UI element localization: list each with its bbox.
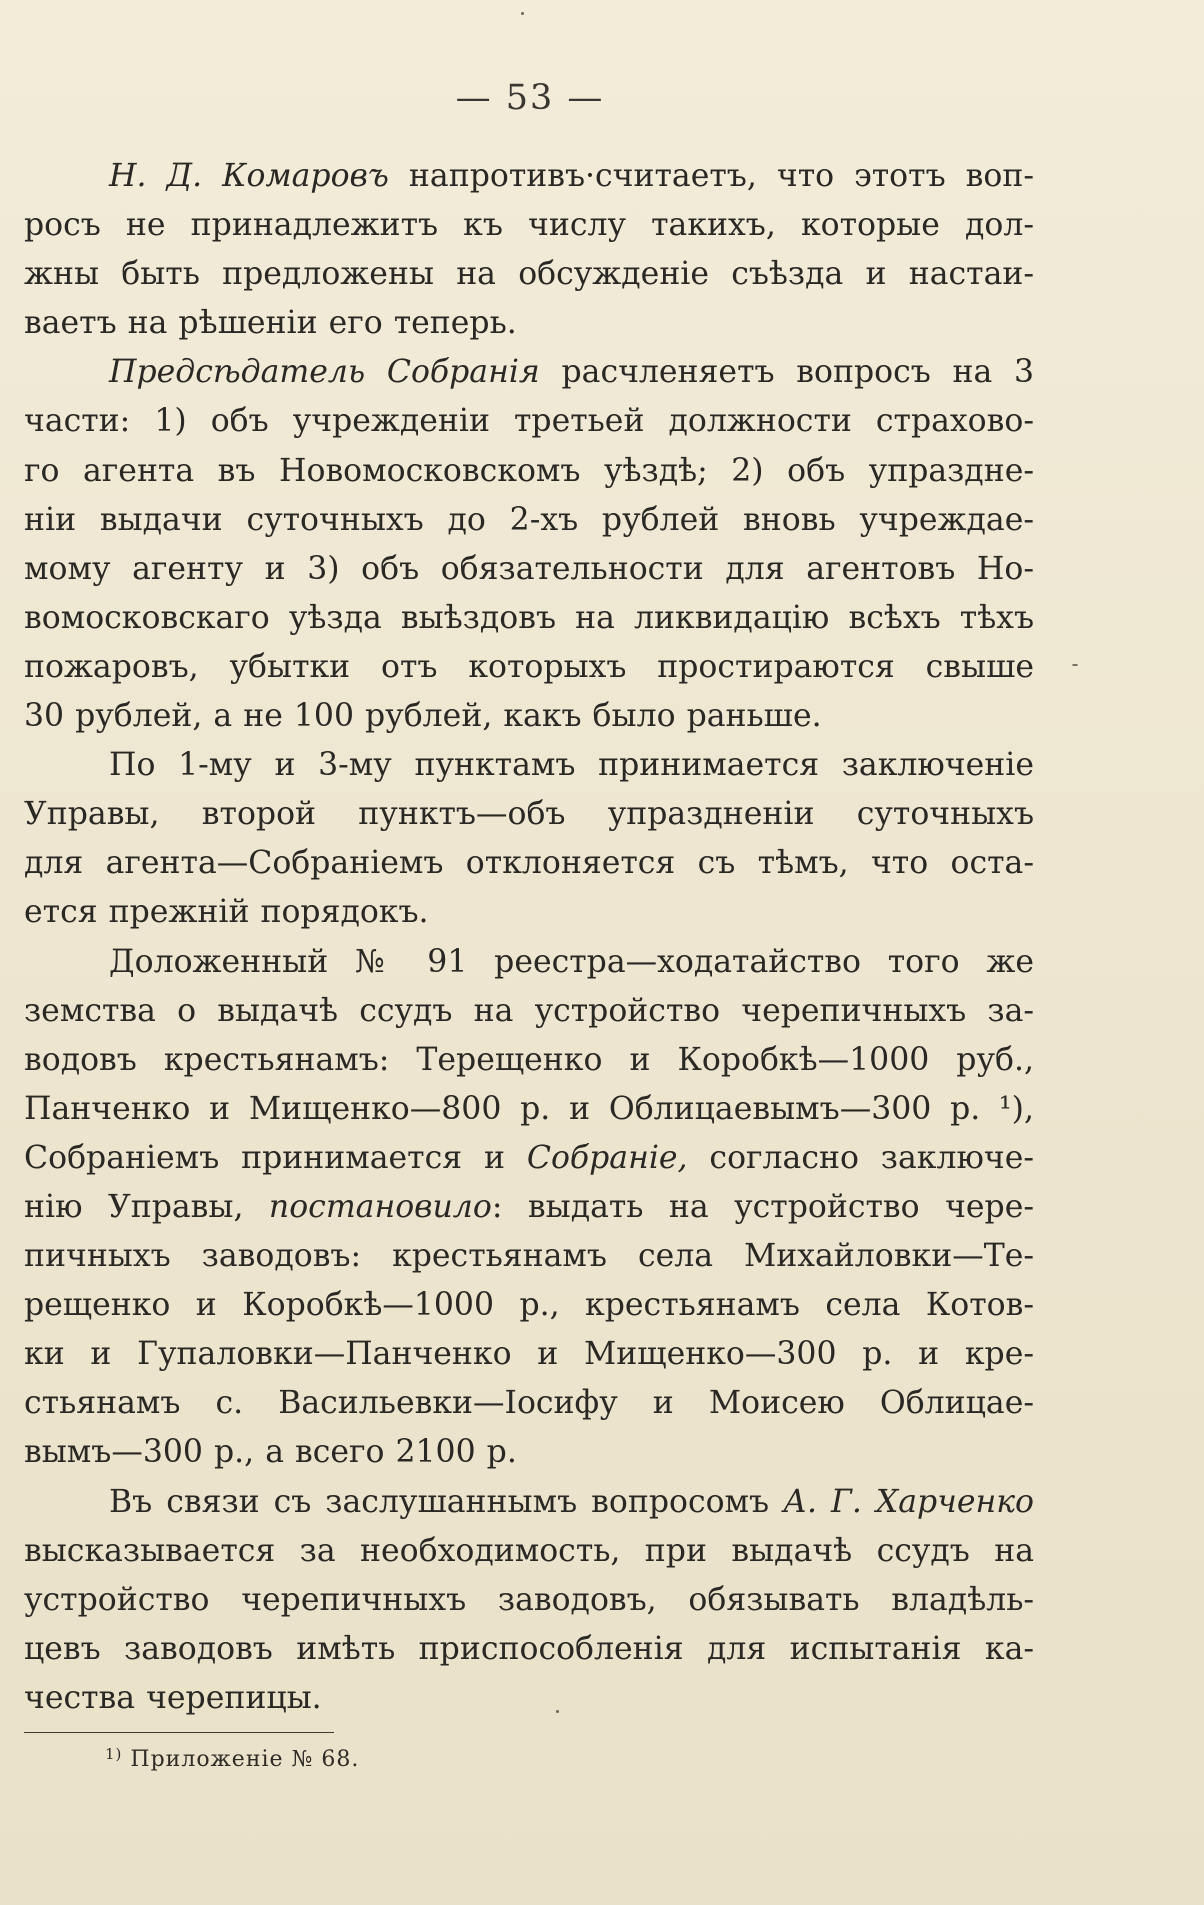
text-segment: Управы, второй пунктъ—объ упраздненіи суточныхъ [24,796,1034,833]
text-line [24,1428,1034,1477]
text-segment: 30 рублей, а не 100 рублей, какъ было раньше. [24,698,822,735]
paper-speck [1072,664,1078,666]
text-segment: расчленяетъ вопросъ на 3 [539,354,1034,391]
text-line [24,1527,1034,1576]
paragraph [24,152,1034,348]
text-segment: части: 1) объ учрежденіи третьей должности страхово- [24,403,1034,440]
text-line [24,1036,1034,1085]
text-line [24,839,1034,888]
text-segment: Въ связи съ заслушаннымъ вопросомъ [109,1483,784,1520]
text-segment: Панченко и Мищенко—800 р. и Облицаевымъ—300 р. ¹), [24,1090,1034,1127]
italic-text: Собраніе, [526,1139,688,1176]
footnote-text: Приложеніе № 68. [130,1747,360,1772]
text-line [24,1478,1034,1527]
italic-text: Предсѣдатель Собранія [109,354,540,391]
footnote-marker: 1) [105,1745,123,1763]
text-segment: росъ не принадлежитъ къ числу такихъ, которые дол- [24,207,1034,244]
footnote [105,1745,359,1772]
text-segment: цевъ заводовъ имѣть приспособленія для испытанія ка- [24,1630,1034,1667]
paragraph [24,348,1034,741]
text-line [24,1330,1034,1379]
text-line [24,348,1034,397]
text-line [24,299,1034,348]
text-segment: чества черепицы. [24,1679,322,1716]
text-segment: вомосковскаго уѣзда выѣздовъ на ликвидацію всѣхъ тѣхъ [24,599,1034,636]
text-line [24,692,1034,741]
italic-text: Н. Д. Комаровъ [109,158,389,194]
text-segment: напротивъ·считаетъ, что этотъ воп- [388,158,1034,194]
text-segment: рещенко и Коробкѣ—1000 р., крестьянамъ села Котов- [24,1287,1034,1324]
text-segment: го агента въ Новомосковскомъ уѣздѣ; 2) объ упраздне- [24,452,1034,489]
text-line [24,987,1034,1036]
paper-speck [521,12,524,15]
text-line [24,1134,1034,1183]
text-segment: : выдать на устройство чере- [491,1188,1034,1225]
text-line [24,1379,1034,1428]
text-segment: стьянамъ с. Васильевки—Іосифу и Моисею Облицае- [24,1385,1034,1422]
text-segment: мому агенту и 3) объ обязательности для агентовъ Но- [24,550,1034,587]
text-line [24,594,1034,643]
text-line [24,790,1034,839]
text-segment: ніи выдачи суточныхъ до 2-хъ рублей вновь учреждае- [24,501,1034,538]
text-segment: ется прежній порядокъ. [24,894,429,931]
text-segment: вымъ—300 р., а всего 2100 р. [24,1434,517,1471]
text-line [24,201,1034,250]
text-line [24,1625,1034,1674]
text-segment: устройство черепичныхъ заводовъ, обязывать владѣль- [24,1581,1034,1618]
text-segment: ваетъ на рѣшеніи его теперь. [24,305,517,342]
text-line [24,741,1034,790]
text-line [24,250,1034,299]
text-line [24,1183,1034,1232]
text-line [24,447,1034,496]
paragraph [24,741,1034,937]
page-number: — 53 — [455,78,605,118]
text-segment: нію Управы, [24,1188,269,1225]
text-segment: пожаровъ, убытки отъ которыхъ простираются свыше [24,648,1034,685]
text-segment: водовъ крестьянамъ: Терещенко и Коробкѣ—1000 руб., [24,1041,1034,1078]
text-segment: пичныхъ заводовъ: крестьянамъ села Михайловки—Те- [24,1238,1034,1275]
text-segment: ки и Гупаловки—Панченко и Мищенко—300 р. и кре- [24,1336,1034,1373]
text-line [24,888,1034,937]
footnote-divider [24,1732,334,1733]
text-segment: земства о выдачѣ ссудъ на устройство черепичныхъ за- [24,992,1034,1029]
text-line [24,496,1034,545]
text-line [24,1576,1034,1625]
body-text [24,152,1034,1723]
text-segment: Собраніемъ принимается и [24,1139,527,1176]
text-line [24,545,1034,594]
text-line [24,1674,1034,1723]
paragraph [24,1478,1034,1723]
text-segment: высказывается за необходимость, при выдачѣ ссудъ на [24,1532,1034,1569]
paper-speck [556,1710,559,1713]
text-segment: для агента—Собраніемъ отклоняется съ тѣмъ, что оста- [24,845,1034,882]
text-line [24,938,1034,987]
text-line [24,1281,1034,1330]
text-segment: согласно заключе- [687,1139,1034,1176]
text-line [24,643,1034,692]
text-segment: Доложенный № 91 реестра—ходатайство того же [109,943,1034,980]
text-line [24,1232,1034,1281]
text-line [24,1085,1034,1134]
text-segment: жны быть предложены на обсужденіе съѣзда и настаи- [24,256,1034,293]
text-line [24,152,1034,201]
text-line [24,397,1034,446]
paragraph [24,938,1034,1478]
text-segment: По 1-му и 3-му пунктамъ принимается заключеніе [109,747,1034,784]
italic-text: А. Г. Харченко [783,1483,1034,1520]
italic-text: постановило [268,1188,492,1225]
